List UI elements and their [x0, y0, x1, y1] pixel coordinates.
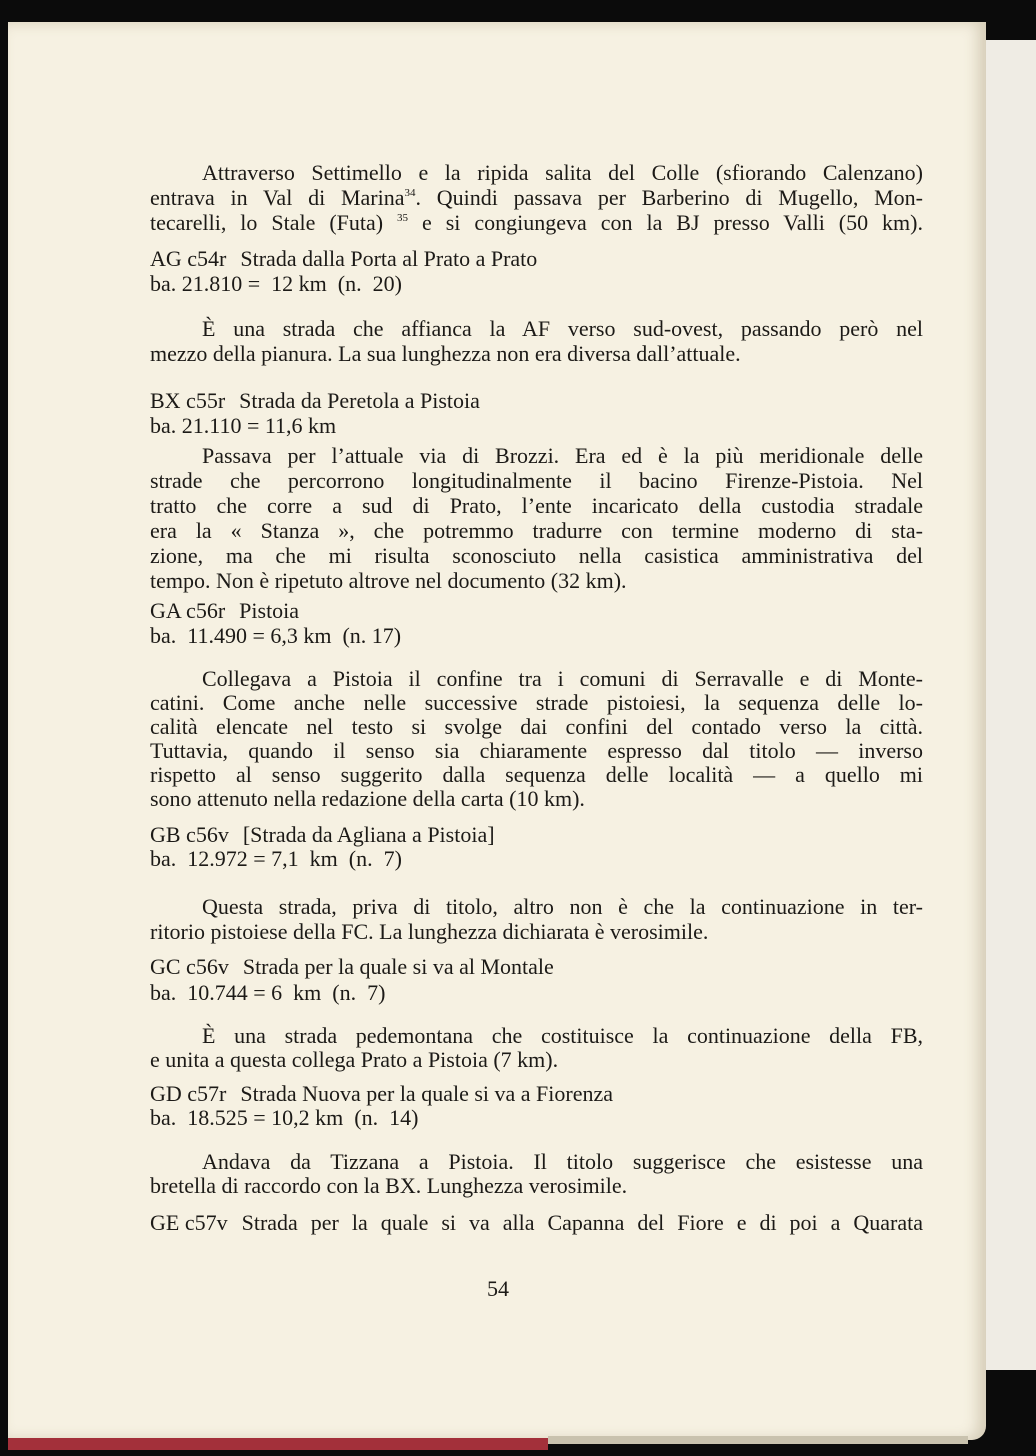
- entry-gd: GD c57r Strada Nuova per la quale si va a Fiorenza ba. 18.525 = 10,2 km (n. 14): [150, 1081, 614, 1130]
- entry-bx: BX c55r Strada da Peretola a Pistoia ba. 21.110 = 11,6 km: [150, 388, 480, 438]
- entry-ag: AG c54r Strada dalla Porta al Prato a Prato ba. 21.810 = 12 km (n. 20): [150, 246, 538, 296]
- entry-gb: GB c56v [Strada da Agliana a Pistoia] ba. 12.972 = 7,1 km (n. 7): [150, 822, 495, 871]
- page-stack-edge: [548, 1436, 968, 1444]
- footnote-ref: 34: [404, 187, 416, 199]
- paragraph-ag: È una strada che affianca la AF verso sud-ovest, passando però nel mezzo della pianura. La sua lunghezza non era diversa dall’attuale.: [150, 316, 923, 366]
- paragraph-bx: Passava per l’attuale via di Brozzi. Era ed è la più meridionale delle strade che percorrono longitudinalmente il bacino Firenze-Pistoia. Nel tratto che corre a sud di Prato, l’ente incaricato della custodia stradale era la « Stanza », che potremmo tradurre con termine moderno di sta- zione, ma che mi risulta sconosciuto nella casistica amministrativa del tempo. Non è ripetuto altrove nel documento (32 km).: [150, 443, 923, 593]
- page-number: 54: [487, 1276, 509, 1301]
- paragraph-gc: È una strada pedemontana che costituisce la continuazione della FB, e unita a questa collega Prato a Pistoia (7 km).: [150, 1023, 923, 1072]
- paragraph-settimello: Attraverso Settimello e la ripida salita del Colle (sfiorando Calenzano) entrava in Val di Marina$^{34}$. Quindi passava per Barberino di Mugello, Mon- tecarelli, lo Stale (Futa) $^{35}$ e si congiungeva con la BJ presso Valli (50 km).: [150, 160, 923, 235]
- paragraph-ga: Collegava a Pistoia il confine tra i comuni di Serravalle e di Monte- catini. Come anche nelle successive strade pistoiesi, la sequenza delle lo- calità elencate nel testo si svolge dai confini del contado verso la città. Tuttavia, quando il senso sia chiaramente espresso dal titolo — inverso rispetto al senso suggerito dalla sequenza delle località — a quello mi sono attenuto nella redazione della carta (10 km).: [150, 666, 923, 811]
- paragraph-gb: Questa strada, priva di titolo, altro non è che la continuazione in ter- ritorio pistoiese della FC. La lunghezza dichiarata è verosimile.: [150, 894, 923, 944]
- entry-ga: GA c56r Pistoia ba. 11.490 = 6,3 km (n. 17): [150, 598, 402, 648]
- entry-ge: GE c57v Strada per la quale si va alla Capanna del Fiore e di poi a Quarata: [150, 1210, 923, 1235]
- entry-gc: GC c56v Strada per la quale si va al Montale ba. 10.744 = 6 km (n. 7): [150, 954, 554, 1005]
- footnote-ref: 35: [397, 212, 409, 224]
- paragraph-gd: Andava da Tizzana a Pistoia. Il titolo suggerisce che esistesse una bretella di raccordo con la BX. Lunghezza verosimile.: [150, 1149, 923, 1198]
- adjacent-page-edge: [986, 40, 1036, 1370]
- book-cover-edge: [8, 1438, 548, 1450]
